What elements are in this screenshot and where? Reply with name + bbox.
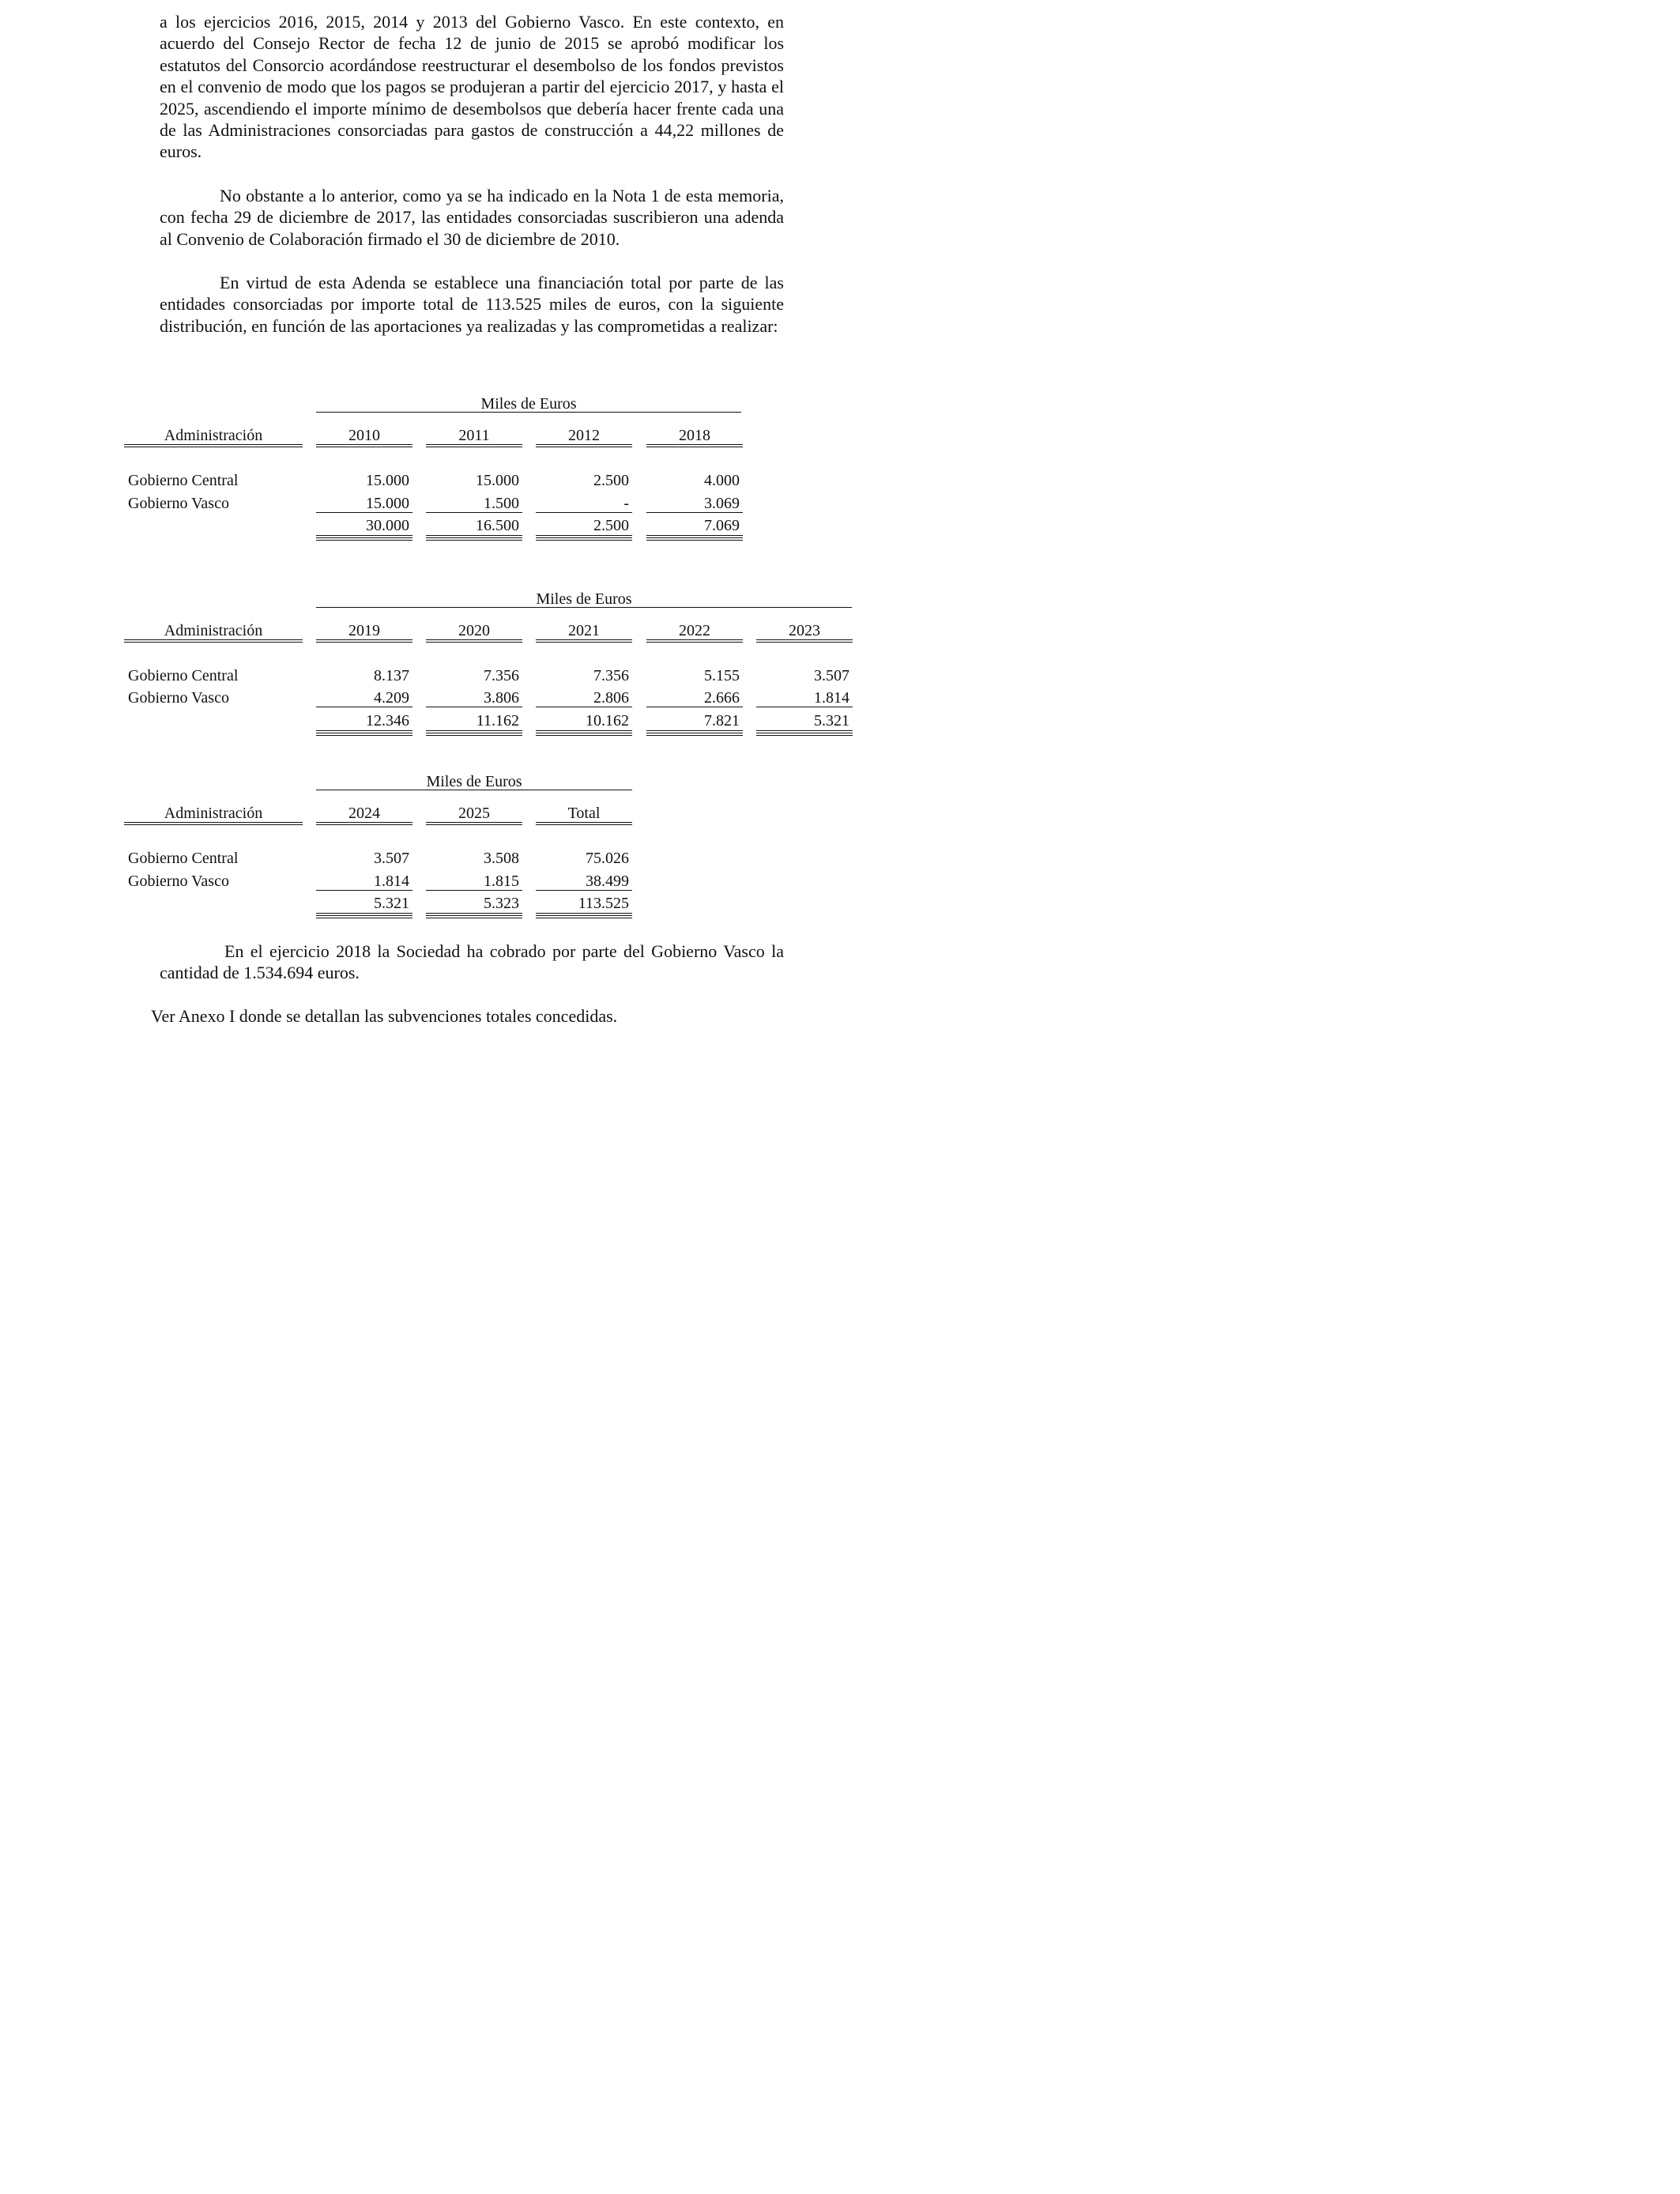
- row-header-administracion: Administración: [164, 427, 263, 444]
- total-cell: 30.000: [366, 517, 409, 534]
- cell-gobierno-central: 75.026: [586, 850, 629, 867]
- paragraph-adenda-note: No obstante a lo anterior, como ya se ha indicado en la Nota 1 de esta memoria, con fecha 29 de diciembre de 2017, las entidades consorciadas suscribieron una adenda al Convenio de Colaboración firmado el 30 de diciembre de 2010.: [160, 186, 784, 249]
- column-header-2023: 2023: [789, 622, 820, 639]
- total-double-rule: [426, 733, 522, 736]
- total-cell: 5.321: [374, 895, 409, 912]
- total-rule-upper: [756, 730, 853, 731]
- column-header-underline: [316, 444, 412, 447]
- cell-gobierno-vasco: 15.000: [366, 495, 409, 512]
- column-header-underline: [536, 639, 632, 643]
- table-caption: Miles de Euros: [536, 590, 632, 608]
- column-header-total: Total: [567, 805, 601, 822]
- table-caption: Miles de Euros: [480, 395, 577, 413]
- column-header-2018: 2018: [679, 427, 710, 444]
- row-header-underline: [124, 444, 303, 447]
- cell-gobierno-central: 5.155: [704, 667, 740, 684]
- row-header-administracion: Administración: [164, 622, 263, 639]
- total-cell: 113.525: [578, 895, 629, 912]
- total-double-rule: [426, 537, 522, 541]
- cell-gobierno-central: 3.507: [814, 667, 849, 684]
- row-label-gobierno-vasco: Gobierno Vasco: [128, 689, 229, 707]
- subtotal-rule: [426, 512, 522, 513]
- row-label-gobierno-central: Gobierno Central: [128, 472, 239, 489]
- total-rule-upper: [536, 730, 632, 731]
- total-cell: 5.321: [814, 712, 849, 729]
- column-header-underline: [316, 822, 412, 825]
- cell-gobierno-vasco: 1.814: [814, 689, 849, 707]
- column-header-underline: [426, 639, 522, 643]
- total-cell: 5.323: [484, 895, 519, 912]
- total-cell: 12.346: [366, 712, 409, 729]
- subtotal-rule: [536, 512, 632, 513]
- total-cell: 7.069: [704, 517, 740, 534]
- paragraph-intro: a los ejercicios 2016, 2015, 2014 y 2013 del Gobierno Vasco. En este contexto, en acuerdo del Consejo Rector de fecha 12 de junio de 2015 se aprobó modificar los estatutos del Consorcio acordándose reestructurar el desembolso de los fondos previstos en el convenio de modo que los pagos se produjeran a partir del ejercicio 2017, y hasta el 2025, ascendiendo el importe mínimo de desembolsos que debería hacer frente cada una de las Administraciones consorciadas para gastos de construcción a 44,22 millones de euros.: [160, 12, 784, 162]
- cell-gobierno-vasco: 3.806: [484, 689, 519, 707]
- cell-gobierno-central: 15.000: [476, 472, 519, 489]
- total-cell: 2.500: [593, 517, 629, 534]
- total-rule-upper: [426, 730, 522, 731]
- column-header-underline: [426, 444, 522, 447]
- cell-gobierno-central: 3.508: [484, 850, 519, 867]
- row-header-underline: [124, 822, 303, 825]
- row-header-administracion: Administración: [164, 805, 263, 822]
- subtotal-rule: [536, 890, 632, 891]
- cell-gobierno-central: 7.356: [593, 667, 629, 684]
- cell-gobierno-central: 15.000: [366, 472, 409, 489]
- cell-gobierno-vasco: 2.806: [593, 689, 629, 707]
- total-cell: 10.162: [586, 712, 629, 729]
- cell-gobierno-central: 2.500: [593, 472, 629, 489]
- row-label-gobierno-vasco: Gobierno Vasco: [128, 873, 229, 890]
- subtotal-rule: [316, 512, 412, 513]
- total-rule-upper: [646, 730, 743, 731]
- total-double-rule: [646, 537, 743, 541]
- paragraph-anexo-reference: Ver Anexo I donde se detallan las subvenciones totales concedidas.: [151, 1006, 618, 1026]
- column-header-2021: 2021: [568, 622, 600, 639]
- row-label-gobierno-central: Gobierno Central: [128, 667, 239, 684]
- total-rule-upper: [316, 730, 412, 731]
- subtotal-rule: [426, 890, 522, 891]
- total-double-rule: [756, 733, 853, 736]
- total-double-rule: [536, 733, 632, 736]
- cell-gobierno-central: 3.507: [374, 850, 409, 867]
- cell-gobierno-vasco: -: [623, 495, 629, 512]
- total-rule-upper: [316, 535, 412, 536]
- column-header-2012: 2012: [568, 427, 600, 444]
- cell-gobierno-central: 8.137: [374, 667, 409, 684]
- cell-gobierno-vasco: 1.815: [484, 873, 519, 890]
- total-double-rule: [536, 537, 632, 541]
- cell-gobierno-central: 7.356: [484, 667, 519, 684]
- column-header-underline: [646, 639, 743, 643]
- column-header-underline: [426, 822, 522, 825]
- column-header-underline: [646, 444, 743, 447]
- total-rule-upper: [646, 535, 743, 536]
- total-double-rule: [536, 915, 632, 918]
- total-cell: 7.821: [704, 712, 740, 729]
- total-double-rule: [646, 733, 743, 736]
- column-header-2025: 2025: [458, 805, 490, 822]
- cell-gobierno-vasco: 1.500: [484, 495, 519, 512]
- column-header-2011: 2011: [458, 427, 490, 444]
- column-header-2020: 2020: [458, 622, 490, 639]
- row-header-underline: [124, 639, 303, 643]
- total-cell: 11.162: [476, 712, 519, 729]
- column-header-underline: [536, 822, 632, 825]
- column-header-2024: 2024: [348, 805, 380, 822]
- total-cell: 16.500: [476, 517, 519, 534]
- column-header-2019: 2019: [348, 622, 380, 639]
- cell-gobierno-vasco: 2.666: [704, 689, 740, 707]
- subtotal-rule: [316, 890, 412, 891]
- row-label-gobierno-central: Gobierno Central: [128, 850, 239, 867]
- paragraph-financiacion: En virtud de esta Adenda se establece una financiación total por parte de las entidades consorciadas por importe total de 113.525 miles de euros, con la siguiente distribución, en función de las aportaciones ya realizadas y las comprometidas a realizar:: [160, 273, 784, 336]
- cell-gobierno-central: 4.000: [704, 472, 740, 489]
- cell-gobierno-vasco: 1.814: [374, 873, 409, 890]
- column-header-2022: 2022: [679, 622, 710, 639]
- column-header-underline: [756, 639, 853, 643]
- column-header-underline: [536, 444, 632, 447]
- total-double-rule: [426, 915, 522, 918]
- total-rule-upper: [536, 535, 632, 536]
- total-double-rule: [316, 915, 412, 918]
- cell-gobierno-vasco: 4.209: [374, 689, 409, 707]
- paragraph-cobro-2018: En el ejercicio 2018 la Sociedad ha cobrado por parte del Gobierno Vasco la cantidad de 1.534.694 euros.: [160, 941, 784, 983]
- total-rule-upper: [426, 913, 522, 914]
- total-rule-upper: [316, 913, 412, 914]
- cell-gobierno-vasco: 3.069: [704, 495, 740, 512]
- total-rule-upper: [426, 535, 522, 536]
- column-header-underline: [316, 639, 412, 643]
- subtotal-rule: [646, 512, 743, 513]
- row-label-gobierno-vasco: Gobierno Vasco: [128, 495, 229, 512]
- total-rule-upper: [536, 913, 632, 914]
- total-double-rule: [316, 537, 412, 541]
- column-header-2010: 2010: [348, 427, 380, 444]
- cell-gobierno-vasco: 38.499: [586, 873, 629, 890]
- table-caption: Miles de Euros: [426, 773, 522, 790]
- total-double-rule: [316, 733, 412, 736]
